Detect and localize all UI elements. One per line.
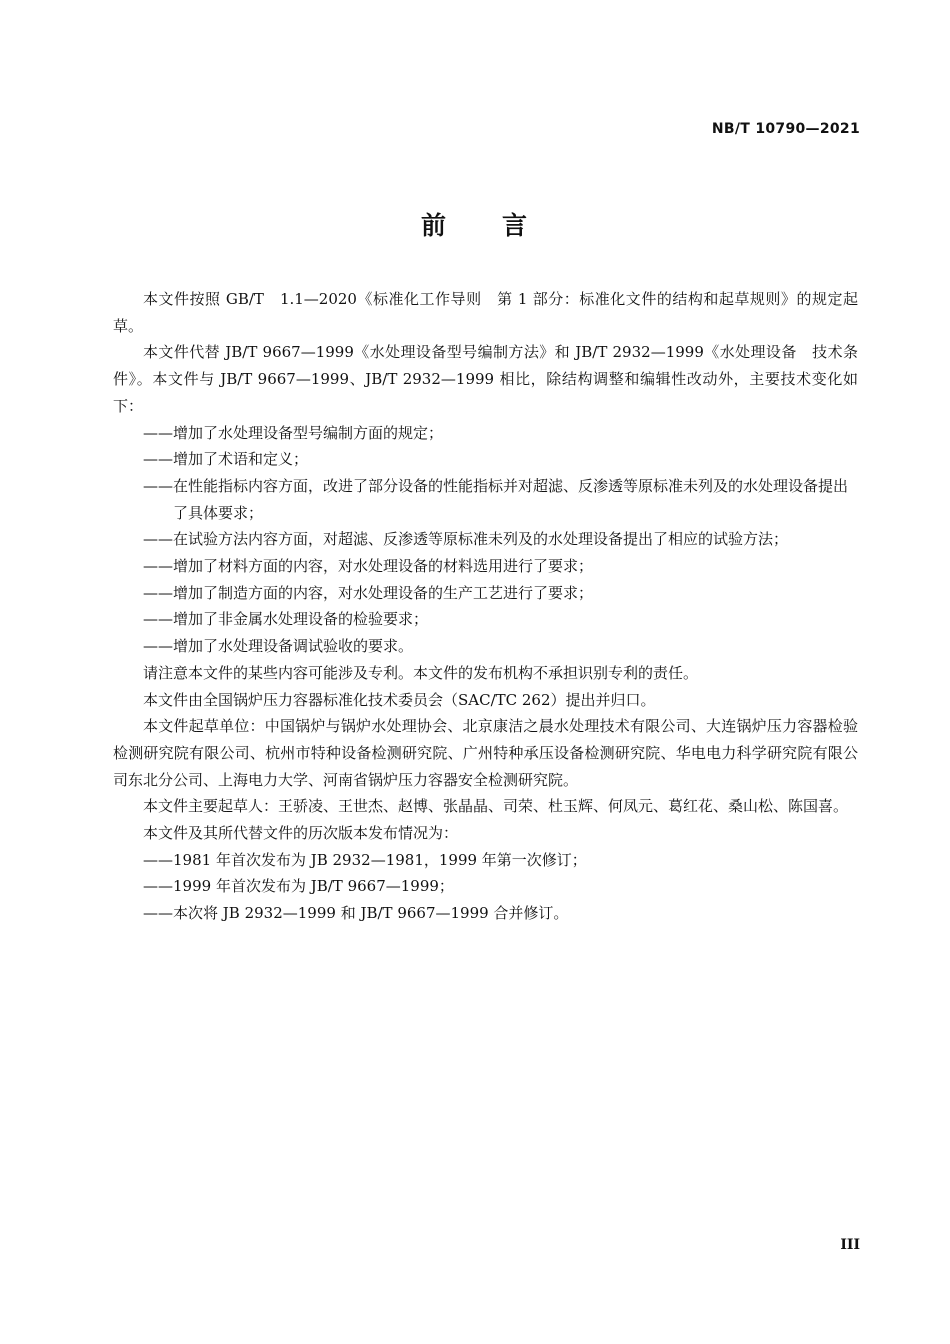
page-number: III — [840, 1237, 860, 1253]
list-item: ——1981 年首次发布为 JB 2932—1981，1999 年第一次修订； — [143, 850, 587, 869]
list-item: ——在性能指标内容方面，改进了部分设备的性能指标并对超滤、反渗透等原标准未列及的水处理设备提出了具体要求； — [143, 476, 849, 522]
list-item: ——增加了非金属水处理设备的检验要求； — [143, 610, 429, 629]
paragraph: 本文件由全国锅炉压力容器标准化技术委员会（SAC/TC 262）提出并归口。 — [143, 690, 656, 709]
standard-code: NB/T 10790—2021 — [711, 121, 860, 137]
page-title: 前 言 — [420, 211, 529, 240]
list-item: ——增加了制造方面的内容，对水处理设备的生产工艺进行了要求； — [143, 583, 594, 602]
list-item: ——1999 年首次发布为 JB/T 9667—1999； — [143, 877, 454, 896]
list-item: ——增加了材料方面的内容，对水处理设备的材料选用进行了要求； — [143, 557, 594, 576]
paragraph: 本文件起草单位：中国锅炉与锅炉水处理协会、北京康洁之晨水处理技术有限公司、大连锅炉压力容器检验检测研究院有限公司、杭州市特种设备检测研究院、广州特种承压设备检测研究院、华电电力科学研究院有限公司东北分公司、上海电力大学、河南省锅炉压力容器安全检测研究院。 — [113, 717, 858, 789]
paragraph: 本文件主要起草人：王骄凌、王世杰、赵博、张晶晶、司荣、杜玉辉、何凤元、葛红花、桑山松、陈国喜。 — [143, 797, 849, 816]
paragraph: 本文件按照 GB/T 1.1—2020《标准化工作导则 第 1 部分：标准化文件的结构和起草规则》的规定起草。 — [113, 290, 858, 335]
list-item: ——本次将 JB 2932—1999 和 JB/T 9667—1999 合并修订。 — [143, 904, 569, 923]
paragraph: 本文件代替 JB/T 9667—1999《水处理设备型号编制方法》和 JB/T 2932—1999《水处理设备 技术条件》。本文件与 JB/T 9667—1999、JB/T 2932—1999 相比，除结构调整和编辑性改动外，主要技术变化如下： — [113, 343, 858, 415]
list-item: ——在试验方法内容方面，对超滤、反渗透等原标准未列及的水处理设备提出了相应的试验方法； — [143, 530, 789, 549]
foreword-body — [113, 286, 858, 927]
paragraph: 本文件及其所代替文件的历次版本发布情况为： — [143, 824, 459, 843]
list-item: ——增加了术语和定义； — [143, 450, 309, 469]
paragraph: 请注意本文件的某些内容可能涉及专利。本文件的发布机构不承担识别专利的责任。 — [143, 663, 699, 682]
list-item: ——增加了水处理设备调试验收的要求。 — [143, 637, 414, 656]
list-item: ——增加了水处理设备型号编制方面的规定； — [143, 423, 444, 442]
